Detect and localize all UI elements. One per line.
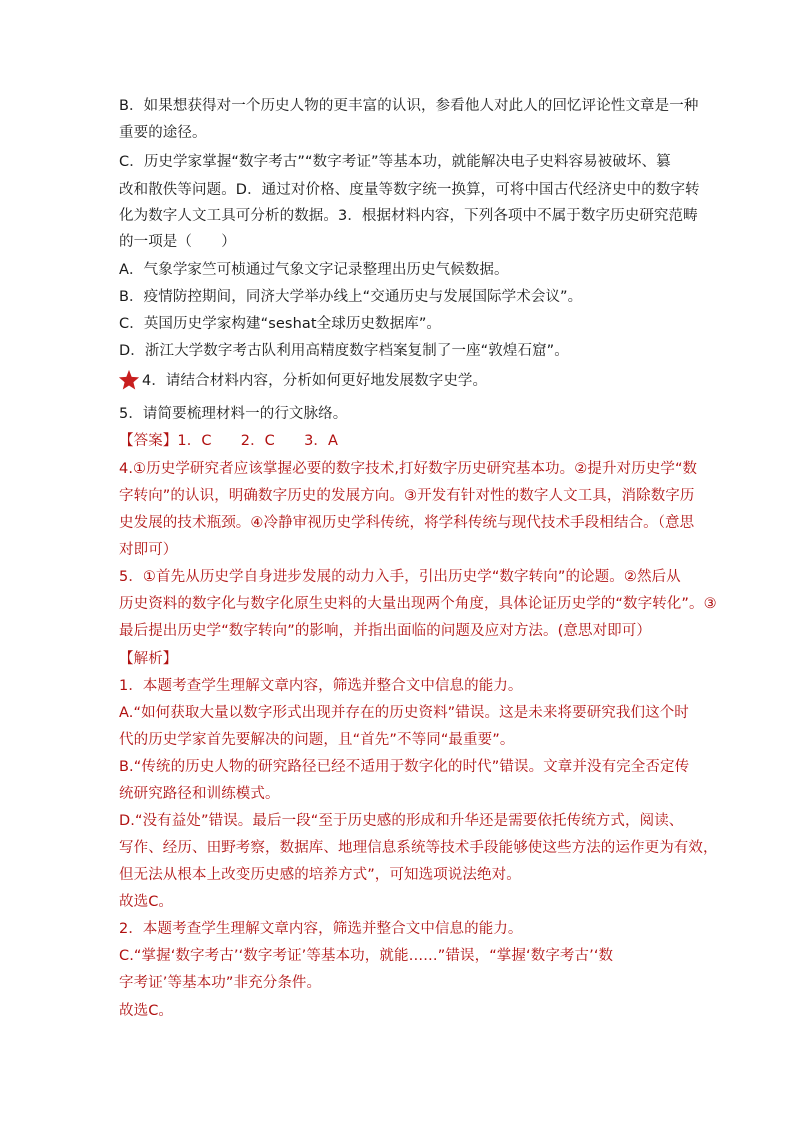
option-c-line-1: C．历史学家掌握“数字考古”“数字考证”等基本功，就能解决电子史料容易被破坏、篡 bbox=[119, 154, 671, 170]
answer-key: 【答案】1．C 2．C 3．A bbox=[119, 433, 339, 449]
question-3-line-2: 的一项是（ ） bbox=[119, 234, 236, 250]
analysis-1-d-line-1: D.“没有益处”错误。最后一段“至于历史感的形成和升华还是需要依托传统方式，阅读、 bbox=[119, 813, 684, 829]
option-b-line-2: 重要的途径。 bbox=[119, 125, 207, 141]
q3-option-c: C．英国历史学家构建“seshat全球历史数据库”。 bbox=[119, 316, 442, 332]
analysis-1-choice: 故选C。 bbox=[119, 894, 174, 910]
analysis-2-c-line-2: 字考证’等基本功”非充分条件。 bbox=[119, 975, 322, 991]
analysis-1-intro: 1．本题考查学生理解文章内容，筛选并整合文中信息的能力。 bbox=[119, 678, 523, 694]
star-icon bbox=[118, 369, 140, 391]
answer-4-line-1: 4.①历史学研究者应该掌握必要的数字技术,打好数字历史研究基本功。②提升对历史学“数 bbox=[119, 461, 698, 477]
answer-5-line-2: 历史资料的数字化与数字化原生史料的大量出现两个角度，具体论证历史学的“数字转化”。③ bbox=[119, 596, 717, 612]
answer-4-line-4: 对即可） bbox=[119, 542, 178, 558]
q3-option-d: D．浙江大学数字考古队利用高精度数字档案复制了一座“敦煌石窟”。 bbox=[119, 343, 569, 359]
answer-4-line-3: 史发展的技术瓶颈。④冷静审视历史学科传统，将学科传统与现代技术手段相结合。（意思 bbox=[119, 515, 695, 531]
analysis-1-d-line-3: 但无法从根本上改变历史感的培养方式”，可知选项说法绝对。 bbox=[119, 867, 521, 883]
analysis-1-b-line-2: 统研究路径和训练模式。 bbox=[119, 786, 280, 802]
analysis-label: 【解析】 bbox=[119, 651, 178, 667]
answer-4-line-2: 字转向”的认识，明确数字历史的发展方向。③开发有针对性的数字人文工具，消除数字历 bbox=[119, 488, 695, 504]
analysis-2-intro: 2．本题考查学生理解文章内容，筛选并整合文中信息的能力。 bbox=[119, 921, 523, 937]
analysis-2-c-line-1: C.“掌握‘数字考古’‘数字考证’等基本功，就能……”错误，“掌握‘数字考古’‘数 bbox=[119, 948, 614, 964]
analysis-1-a-line-1: A.“如何获取大量以数字形式出现并存在的历史资料”错误。这是未来将要研究我们这个时 bbox=[119, 705, 689, 721]
question-4: 4．请结合材料内容，分析如何更好地发展数字史学。 bbox=[142, 373, 488, 389]
option-c-line-3: 化为数字人文工具可分析的数据。3．根据材料内容，下列各项中不属于数字历史研究范畴 bbox=[119, 208, 698, 224]
q3-option-a: A．气象学家竺可桢通过气象文字记录整理出历史气候数据。 bbox=[119, 262, 509, 278]
answer-5-line-1: 5．①首先从历史学自身进步发展的动力入手，引出历史学“数字转向”的论题。②然后从 bbox=[119, 569, 681, 585]
analysis-1-d-line-2: 写作、经历、田野考察，数据库、地理信息系统等技术手段能够使这些方法的运作更为有效， bbox=[119, 840, 718, 856]
question-5: 5．请简要梳理材料一的行文脉络。 bbox=[119, 406, 348, 422]
option-c-line-2: 改和散佚等问题。D．通过对价格、度量等数字统一换算，可将中国古代经济史中的数字转 bbox=[119, 182, 700, 198]
q3-option-b: B．疫情防控期间，同济大学举办线上“交通历史与发展国际学术会议”。 bbox=[119, 289, 583, 305]
analysis-1-b-line-1: B.“传统的历史人物的研究路径已经不适用于数字化的时代”错误。文章并没有完全否定传 bbox=[119, 759, 690, 775]
answer-5-line-3: 最后提出历史学“数字转向”的影响，并指出面临的问题及应对方法。(意思对即可） bbox=[119, 623, 651, 639]
analysis-2-choice: 故选C。 bbox=[119, 1003, 174, 1019]
analysis-1-a-line-2: 代的历史学家首先要解决的问题，且“首先”不等同“最重要”。 bbox=[119, 732, 515, 748]
option-b-line-1: B．如果想获得对一个历史人物的更丰富的认识，参看他人对此人的回忆评论性文章是一种 bbox=[119, 98, 699, 114]
